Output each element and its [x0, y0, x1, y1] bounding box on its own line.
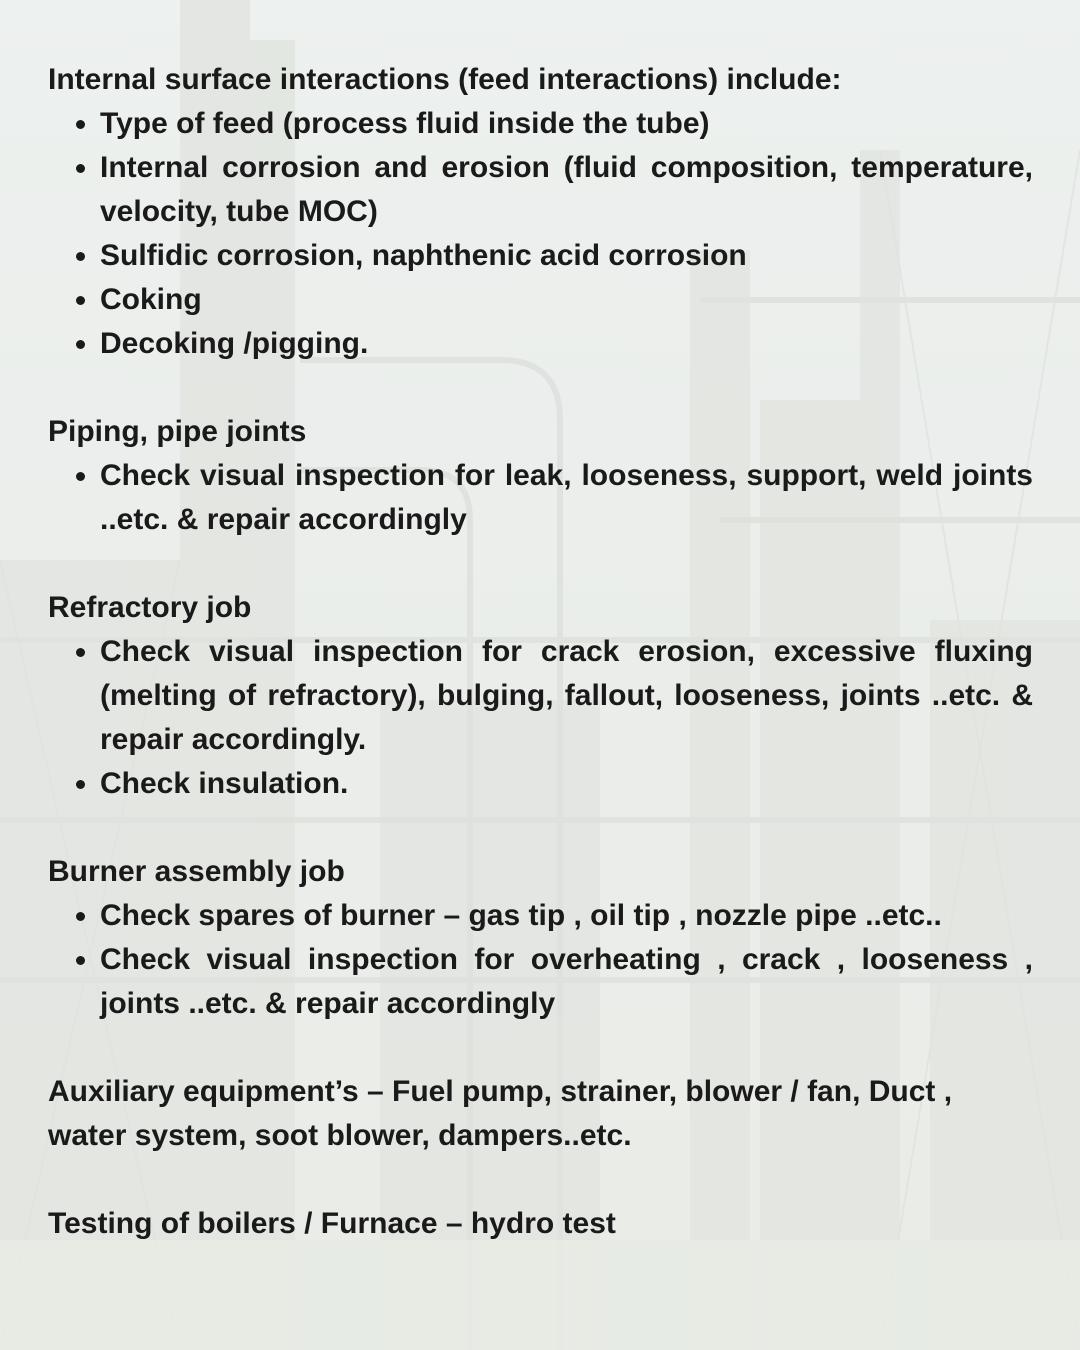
bullet-list: [48, 102, 1033, 366]
bullet-list: [48, 894, 1033, 1026]
list-item: • Type of feed (process fluid inside the tube): [100, 102, 1033, 146]
list-item: • Check visual inspection for crack erosion, excessive fluxing (melting of refractory), bulging, fallout, looseness, joints ..etc. & repair accordingly.: [100, 630, 1033, 762]
spacer: [48, 806, 1033, 850]
section-burner: [48, 850, 1033, 1026]
section-heading: Burner assembly job: [48, 855, 345, 888]
list-item: • Check spares of burner – gas tip , oil tip , nozzle pipe ..etc..: [100, 894, 1033, 938]
list-item: • Check insulation.: [100, 762, 1033, 806]
bullet-list: [48, 454, 1033, 542]
spacer: [48, 366, 1033, 410]
list-item: • Coking: [100, 278, 1033, 322]
list-item: • Decoking /pigging.: [100, 322, 1033, 366]
section-piping: [48, 410, 1033, 542]
section-heading: Refractory job: [48, 591, 252, 624]
bullet-list: [48, 630, 1033, 806]
list-item: • Check visual inspection for leak, looseness, support, weld joints ..etc. & repair accordingly: [100, 454, 1033, 542]
section-internal-surface: [48, 58, 1033, 366]
auxiliary-paragraph: Auxiliary equipment’s – Fuel pump, strainer, blower / fan, Duct , water system, soot blower, dampers..etc.: [48, 1075, 953, 1152]
list-item: • Sulfidic corrosion, naphthenic acid corrosion: [100, 234, 1033, 278]
document-body: [48, 58, 1033, 1246]
spacer: [48, 542, 1033, 586]
spacer: [48, 1158, 1033, 1202]
section-refractory: [48, 586, 1033, 806]
testing-paragraph: Testing of boilers / Furnace – hydro test: [48, 1207, 616, 1240]
list-item: • Check visual inspection for overheating , crack , looseness , joints ..etc. & repair accordingly: [100, 938, 1033, 1026]
section-heading: Internal surface interactions (feed interactions) include:: [48, 63, 842, 96]
list-item: • Internal corrosion and erosion (fluid composition, temperature, velocity, tube MOC): [100, 146, 1033, 234]
section-heading: Piping, pipe joints: [48, 415, 307, 448]
spacer: [48, 1026, 1033, 1070]
